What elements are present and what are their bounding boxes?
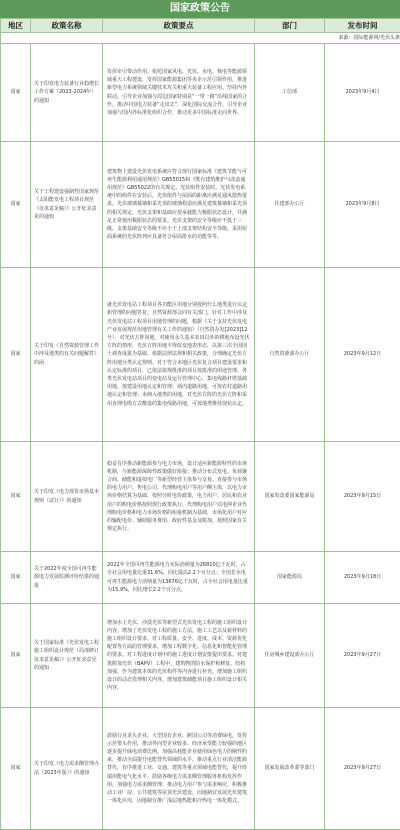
row-department: 住房城乡建设部办公厅 (255, 604, 325, 708)
row-department: 国家发展改革委等部门 (255, 708, 325, 830)
announcement-title: 国家政策公告 (0, 0, 400, 18)
row-publish-date: 2023年9月8日 (325, 142, 400, 268)
row-policy-points: 发挥牵引带动作用。依托国家风电、光伏、水电、核电等能源领域重大工程建设，发挥国家能源集团等央企示范引领作用，推进新型电力系统领域关键技术攻关和重大装备工程应用。坚持内外联动，引导企业加强与周边国家特别是“一带一路”沿线国家的合作，推动中国电力装备“走出去”，深化国际交流合作。引导企业加强与国内外标准化组织合作，推动更多中国标准走向世界。 (103, 44, 255, 142)
table-row (1, 142, 400, 268)
row-policy-points: 增加水上光伏、沙漠光伏等新型式光伏发电工程的施工组织设计内容。增加了光伏发电工程的施工方法，施工工艺以及新材料的施工组织设计要求。对工程质量、安全、进度、成本、资源优化配置等方面的管理要求，增加工程数字化、信息化和智能化管理的要求。对工程进度计划中的施工进度计划安排提出要求。对建筑附加光伏（BAPV）工程中，建筑物的防水保护和修复、结构加强，作为建筑本体的光伏构件等内容进行补充。增加施工组织设计的动态管理相关内容。增加建筑储能项目施工组织设计相关内容。 (103, 604, 255, 708)
row-policy-points: 稳妥有序推动新能源参与电力市场，设计适应新能源特性的市场机制，与新能源保障性政策做好衔接；推动分布式发电、负荷聚合商、储能和虚拟电厂等新型经营主体参与交易。直接参与市场的电力用户、售电公司、代理购电用户等用户侧主体，以电力市场价格结算为基础，按照分时电价政策，电力用户、居民和农业用户的购电价格按照现行政策执行，代理购电用户以电网企业代理购电价格和电力市场价格的衔接机制为基础，市场化用户对应的输配电价、辅助服务费用、政府性基金及附加，按照国家有关规定执行。 (103, 442, 255, 552)
row-region: 国家 (1, 604, 31, 708)
row-policy-name: 关于印发《电力需求侧管理办法（2023年版）》的通知 (31, 708, 103, 830)
row-policy-name: 关于国家标准《光伏发电工程施工组织设计规范（局部修订征求意见稿）》公开征求意见的通知 (31, 604, 103, 708)
policy-table (0, 18, 400, 830)
row-policy-name: 关于印发电力装备行业稳增长工作方案（2023-2024年）的通知 (31, 44, 103, 142)
table-row (1, 442, 400, 552)
row-department: 国家发改委国家能源局 (255, 442, 325, 552)
row-publish-date: 2023年9月27日 (325, 604, 400, 708)
source-row (1, 33, 400, 44)
header-department: 部门 (255, 19, 325, 33)
source-note: 来源：国际能源网/光伏头条 (1, 33, 400, 44)
row-region: 国家 (1, 44, 31, 142)
row-policy-points: 就光伏发电站工程项目各功能区用地分别按照什么地类进行认定和管理的问题答复。自然资源部会同有关部门，针对工作中涉及光伏发电站工程项目用地管理的问题，根据《关于支持光伏发电产业发展规范用地管理有关工作的通知》（自然资办发[2023]12号），对光伏方阵用地，对使用永久基本农田以外的耕地布设光伏方阵的情形，光伏方阵用地不得改变地表形态，以第三次全国国土调查成果为基础，依据法律法规和相关政策，合理确定光伏方阵用地分类认定规则。对于符合本地区光伏复合项目建设要求和认定标准的项目，已依法依规批准的项目按批准的用途管理。各类光伏发电站项目的变电站及运行管理中心、集电线路杆塔基础用地，按建设用地认定和管理；场内道路用地，可按农村道路用地认定和管理；未纳入地类的用地，对光伏方阵的光伏方阵和采用直埋电缆方式敷设的集电线路用地，可按地类维持现状认定。 (103, 268, 255, 442)
row-policy-points: 建筑物上建设光伏发电系统应符合现行国家标准《建筑节能与可再生能源利用通用规范》GB55015和《既有建筑维护与改造通用规范》GB55022的有关规定。光伏组件安装时，光伏发电系统中的组件在安装后，光伏组件与屋面的距离应满足通风散热要求。光伏玻璃幕墙和采光顶的玻璃构造应满足建筑幕墙和采光顶的相关规定。光伏支架和基础应按承载能力极限状态设计，并满足正常使用极限状态的要求。光伏支架的安全等级应不低于三级，支架基础安全等级不应小于上部支架结构安全等级。采用屋面系统的光伏阵列应具备符合屋面排水的功能等等。 (103, 142, 255, 268)
row-policy-name: 关于印发《自然资源管理工作中涉及地类的有关问题解答》的函 (31, 268, 103, 442)
row-region: 国家 (1, 268, 31, 442)
row-region: 国家 (1, 552, 31, 604)
row-publish-date: 2023年9月15日 (325, 442, 400, 552)
header-policy-name: 政策名称 (31, 19, 103, 33)
table-row (1, 604, 400, 708)
row-department: 自然资源部办公厅 (255, 268, 325, 442)
row-policy-name: 关于印发《电力现货市场基本规则（试行）》的通知 (31, 442, 103, 552)
row-policy-name: 关于工程建设强制性国家规范《太阳能发电工程项目规范（征求意见稿）》公开征求意见的通知 (31, 142, 103, 268)
row-region: 国家 (1, 708, 31, 830)
row-department: 工信部 (255, 44, 325, 142)
table-row (1, 44, 400, 142)
row-publish-date: 2023年9月27日 (325, 708, 400, 830)
row-department: 国家能源局 (255, 552, 325, 604)
row-publish-date: 2023年9月12日 (325, 268, 400, 442)
table-row (1, 708, 400, 830)
row-policy-points: 鼓励行业龙头企业、大型国有企业、跨国公司等消费绿电，发挥示范带头作用，推动外向型企业较多、经济承受能力较强的地区逐步提升绿电消费比例。加强高耗能企业使用绿色电力的刚性约束，推动全面提升电能替代领域的水平。推动重点行业清洁能源替代，有序推进工业、交通、建筑等重点领域电能替代，提升终端用能电气化水平。鼓励各级电力需求侧管理服务机构发挥作用，加强电力需求侧管理，推动电力用户参与需求响应。积极推动工业厂房、公共建筑等屋顶光伏建设，因地制宜发展光伏建筑一体化应用，因地制宜推广浅层地热能和冷热电一体化模式。 (103, 708, 255, 830)
row-publish-date: 2023年9月4日 (325, 44, 400, 142)
row-region: 国家 (1, 442, 31, 552)
table-row (1, 268, 400, 442)
row-policy-points: 2022年全国可再生能源电力实际消纳量为26810亿千瓦时，占全社会用电量比重31.6%，同比提高2.2个百分点；全国非水电可再生能源电力消纳量为13676亿千瓦时，占全社会用电量比重为15.9%，同比增长2.2个百分点。 (103, 552, 255, 604)
row-publish-date: 2023年9月18日 (325, 552, 400, 604)
table-row (1, 552, 400, 604)
header-publish-date: 发布时间 (325, 19, 400, 33)
header-row (1, 19, 400, 33)
header-policy-points: 政策要点 (103, 19, 255, 33)
row-policy-name: 关于2022年度全国可再生能源电力发展监测评价结果的通报 (31, 552, 103, 604)
row-department: 住建部办公厅 (255, 142, 325, 268)
header-region: 地区 (1, 19, 31, 33)
row-region: 国家 (1, 142, 31, 268)
